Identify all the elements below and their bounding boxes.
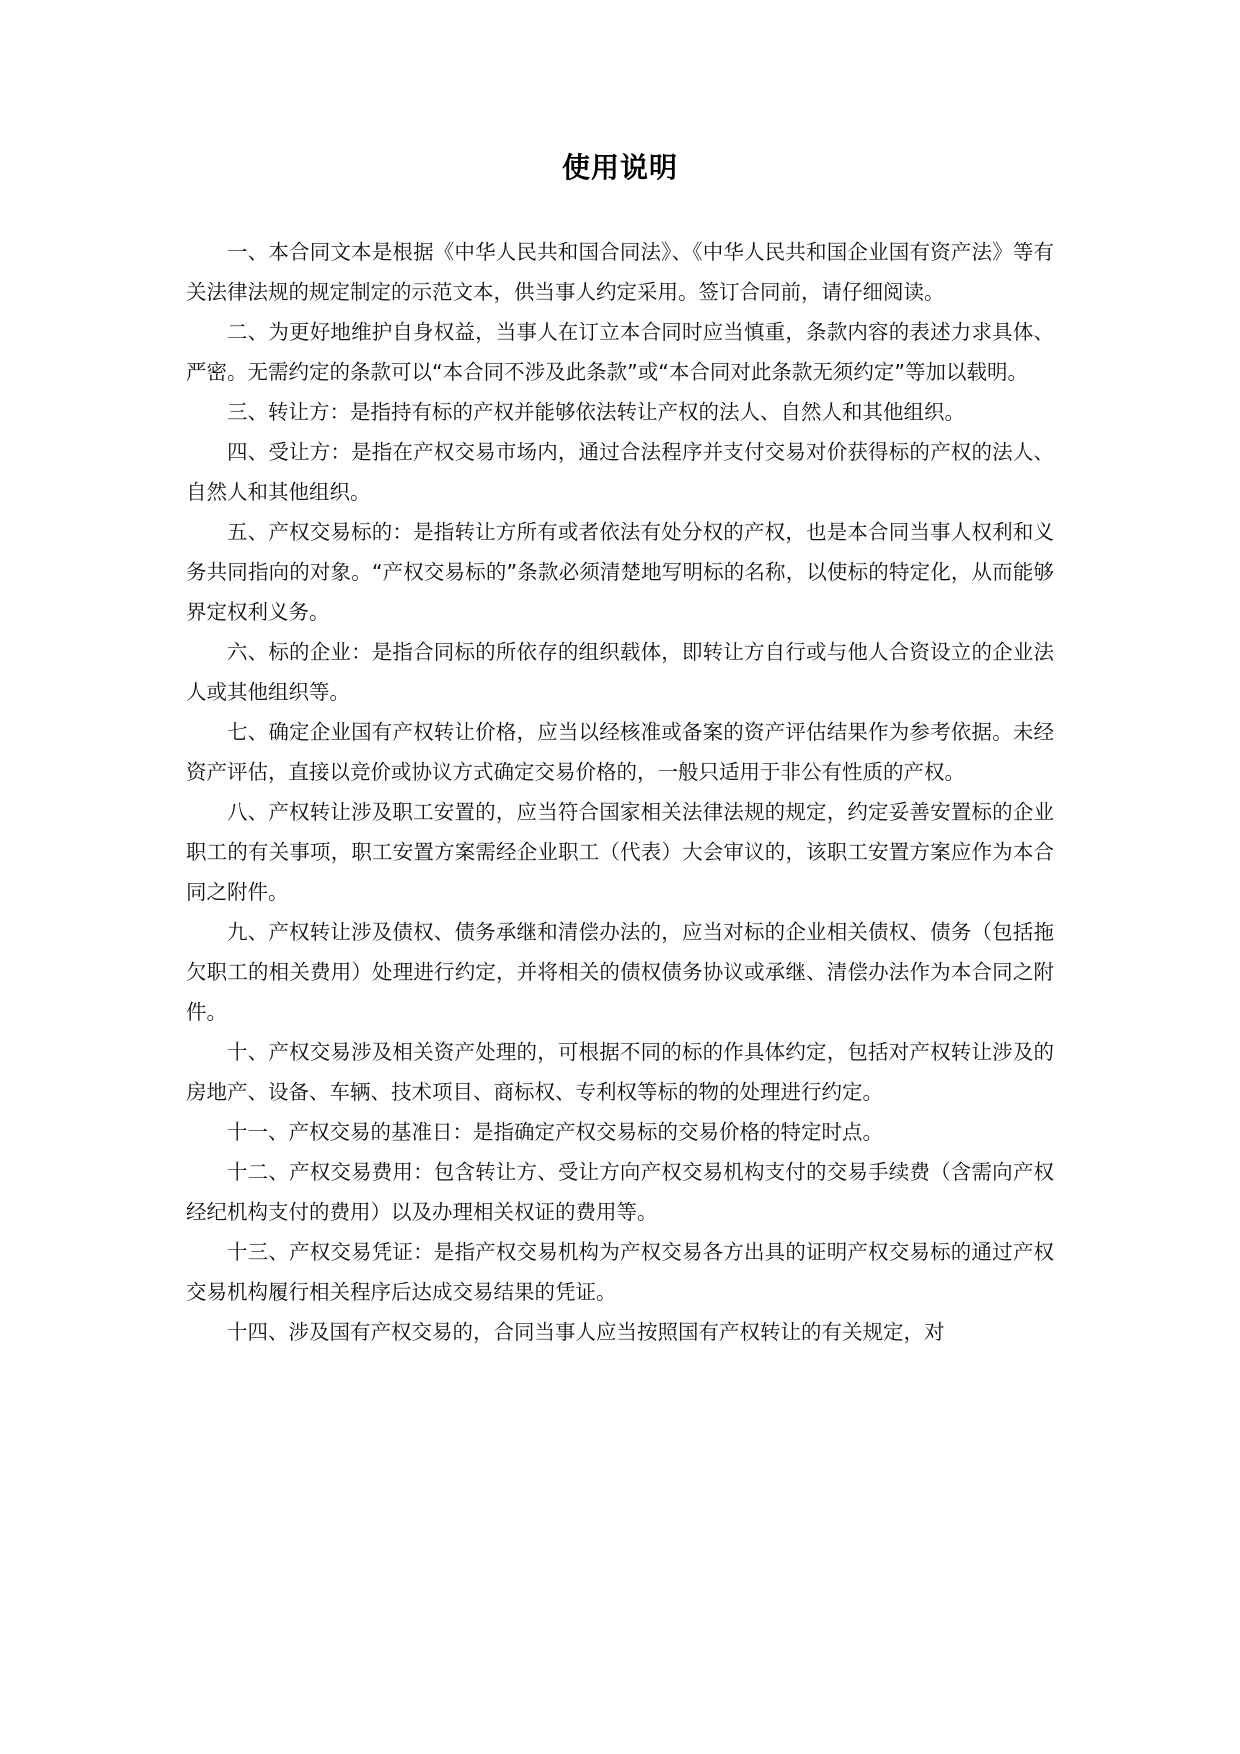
paragraph-1: 一、本合同文本是根据《中华人民共和国合同法》、《中华人民共和国企业国有资产法》等有关法律法规的规定制定的示范文本，供当事人约定采用。签订合同前，请仔细阅读。	[186, 240, 1054, 304]
paragraph-13: 十三、产权交易凭证：是指产权交易机构为产权交易各方出具的证明产权交易标的通过产权交易机构履行相关程序后达成交易结果的凭证。	[186, 1240, 1054, 1304]
paragraph-4: 四、受让方：是指在产权交易市场内，通过合法程序并支付交易对价获得标的产权的法人、自然人和其他组织。	[186, 440, 1054, 504]
paragraph-11: 十一、产权交易的基准日：是指确定产权交易标的交易价格的特定时点。	[227, 1120, 883, 1144]
paragraph-8: 八、产权转让涉及职工安置的，应当符合国家相关法律法规的规定，约定妥善安置标的企业职工的有关事项，职工安置方案需经企业职工（代表）大会审议的，该职工安置方案应作为本合同之附件。	[186, 800, 1054, 904]
paragraph-3: 三、转让方：是指持有标的产权并能够依法转让产权的法人、自然人和其他组织。	[227, 400, 965, 424]
paragraph-12: 十二、产权交易费用：包含转让方、受让方向产权交易机构支付的交易手续费（含需向产权经纪机构支付的费用）以及办理相关权证的费用等。	[186, 1160, 1054, 1224]
paragraph-9: 九、产权转让涉及债权、债务承继和清偿办法的，应当对标的企业相关债权、债务（包括拖欠职工的相关费用）处理进行约定，并将相关的债权债务协议或承继、清偿办法作为本合同之附件。	[186, 920, 1054, 1024]
paragraph-5: 五、产权交易标的：是指转让方所有或者依法有处分权的产权，也是本合同当事人权利和义务共同指向的对象。“产权交易标的”条款必须清楚地写明标的名称，以使标的特定化，从而能够界定权利义务。	[186, 520, 1054, 624]
paragraph-7: 七、确定企业国有产权转让价格，应当以经核准或备案的资产评估结果作为参考依据。未经资产评估，直接以竞价或协议方式确定交易价格的，一般只适用于非公有性质的产权。	[186, 720, 1054, 784]
paragraph-2: 二、为更好地维护自身权益，当事人在订立本合同时应当慎重，条款内容的表述力求具体、严密。无需约定的条款可以“本合同不涉及此条款”或“本合同对此条款无须约定”等加以载明。	[186, 320, 1054, 384]
paragraph-6: 六、标的企业：是指合同标的所依存的组织载体，即转让方自行或与他人合资设立的企业法人或其他组织等。	[186, 640, 1054, 704]
paragraph-14: 十四、涉及国有产权交易的，合同当事人应当按照国有产权转让的有关规定，对	[227, 1320, 945, 1344]
page-title: 使用说明	[561, 151, 678, 184]
paragraph-10: 十、产权交易涉及相关资产处理的，可根据不同的标的作具体约定，包括对产权转让涉及的房地产、设备、车辆、技术项目、商标权、专利权等标的物的处理进行约定。	[186, 1040, 1054, 1104]
instructions-body	[186, 232, 1054, 1352]
